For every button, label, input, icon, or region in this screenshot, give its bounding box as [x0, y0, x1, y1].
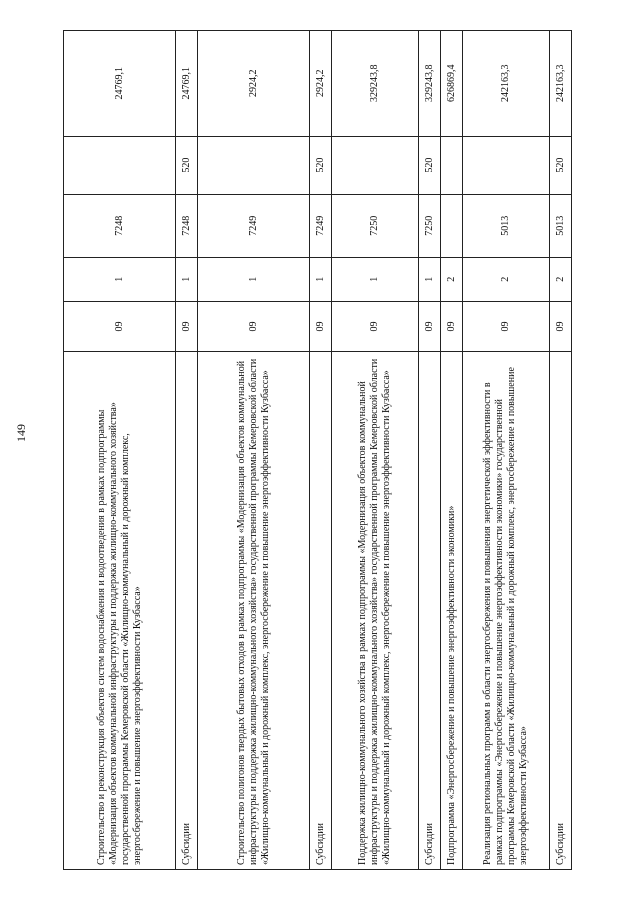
row-description: Строительство и реконструкция объектов систем водоснабжения и водоотведения в рамках подпрограммы «Модернизация объектов коммунальной инфраструктуры и поддержка жилищно-коммунального хозяйства» государственной программы Кемеровской области «Жилищно-коммунальный и дорожный комплекс, энергосбережение и повышение энергоэффективности Кузбасса»: [64, 352, 176, 870]
row-amount: 24769,1: [64, 31, 176, 137]
row-subprogram-code: 1: [310, 257, 332, 301]
row-section-code: 09: [441, 301, 463, 351]
row-description: Субсидии: [419, 352, 441, 870]
row-section-code: 09: [550, 301, 572, 351]
row-expense-type: 520: [176, 136, 198, 194]
row-description: Субсидии: [550, 352, 572, 870]
row-amount: 2924,2: [198, 31, 310, 137]
row-amount: 626869,4: [441, 31, 463, 137]
row-expense-type: 520: [419, 136, 441, 194]
row-subprogram-code: 1: [64, 257, 176, 301]
row-subprogram-code: 1: [198, 257, 310, 301]
row-subprogram-code: 2: [441, 257, 463, 301]
row-description: Подпрограмма «Энергосбережение и повышение энергоэффективности экономики»: [441, 352, 463, 870]
row-section-code: 09: [198, 301, 310, 351]
row-expense-type: [198, 136, 310, 194]
row-section-code: 09: [176, 301, 198, 351]
row-amount: 329243,8: [332, 31, 419, 137]
row-description: Субсидии: [176, 352, 198, 870]
row-description: Субсидии: [310, 352, 332, 870]
row-target-article: 7250: [419, 194, 441, 257]
row-description: Реализация региональных программ в области энергосбережения и повышения энергетической эффективности в рамках подпрограммы «Энергосбережение и повышение энергоэффективности экономики» государственной программы Кемеровской области «Жилищно-коммунальный и дорожный комплекс, энергосбережение и повышение энергоэффективности Кузбасса»: [463, 352, 550, 870]
row-target-article: 7249: [310, 194, 332, 257]
table-row: [332, 31, 419, 870]
row-target-article: 7248: [176, 194, 198, 257]
row-target-article: 5013: [550, 194, 572, 257]
row-section-code: 09: [64, 301, 176, 351]
row-section-code: 09: [463, 301, 550, 351]
row-amount: 242163,3: [463, 31, 550, 137]
row-expense-type: [64, 136, 176, 194]
rotated-budget-table-wrapper: [63, 30, 571, 870]
page-number: 149: [14, 424, 28, 442]
table-row: [310, 31, 332, 870]
row-section-code: 09: [310, 301, 332, 351]
budget-table: [63, 30, 572, 870]
row-amount: 329243,8: [419, 31, 441, 137]
table-row: [441, 31, 463, 870]
row-expense-type: [441, 136, 463, 194]
table-row: [176, 31, 198, 870]
row-target-article: [441, 194, 463, 257]
row-subprogram-code: 2: [550, 257, 572, 301]
row-expense-type: 520: [550, 136, 572, 194]
table-row: [64, 31, 176, 870]
row-subprogram-code: 1: [176, 257, 198, 301]
table-row: [419, 31, 441, 870]
row-description: Поддержка жилищно-коммунального хозяйства в рамках подпрограммы «Модернизация объектов коммунальной инфраструктуры и поддержка жилищно-коммунального хозяйства» государственной программы Кемеровской области «Жилищно-коммунальный и дорожный комплекс, энергосбережение и повышение энергоэффективности Кузбасса»: [332, 352, 419, 870]
table-row: [198, 31, 310, 870]
row-amount: 24769,1: [176, 31, 198, 137]
row-amount: 2924,2: [310, 31, 332, 137]
row-description: Строительство полигонов твердых бытовых отходов в рамках подпрограммы «Модернизация объектов коммунальной инфраструктуры и поддержка жилищно-коммунального хозяйства» государственной программы Кемеровской области «Жилищно-коммунальный и дорожный комплекс, энергосбережение и повышение энергоэффективности Кузбасса»: [198, 352, 310, 870]
row-expense-type: [463, 136, 550, 194]
table-row: [550, 31, 572, 870]
row-expense-type: 520: [310, 136, 332, 194]
row-target-article: 7250: [332, 194, 419, 257]
row-expense-type: [332, 136, 419, 194]
row-target-article: 7249: [198, 194, 310, 257]
row-target-article: 5013: [463, 194, 550, 257]
row-amount: 242163,3: [550, 31, 572, 137]
row-target-article: 7248: [64, 194, 176, 257]
row-subprogram-code: 1: [332, 257, 419, 301]
row-section-code: 09: [332, 301, 419, 351]
table-row: [463, 31, 550, 870]
row-subprogram-code: 2: [463, 257, 550, 301]
row-subprogram-code: 1: [419, 257, 441, 301]
row-section-code: 09: [419, 301, 441, 351]
